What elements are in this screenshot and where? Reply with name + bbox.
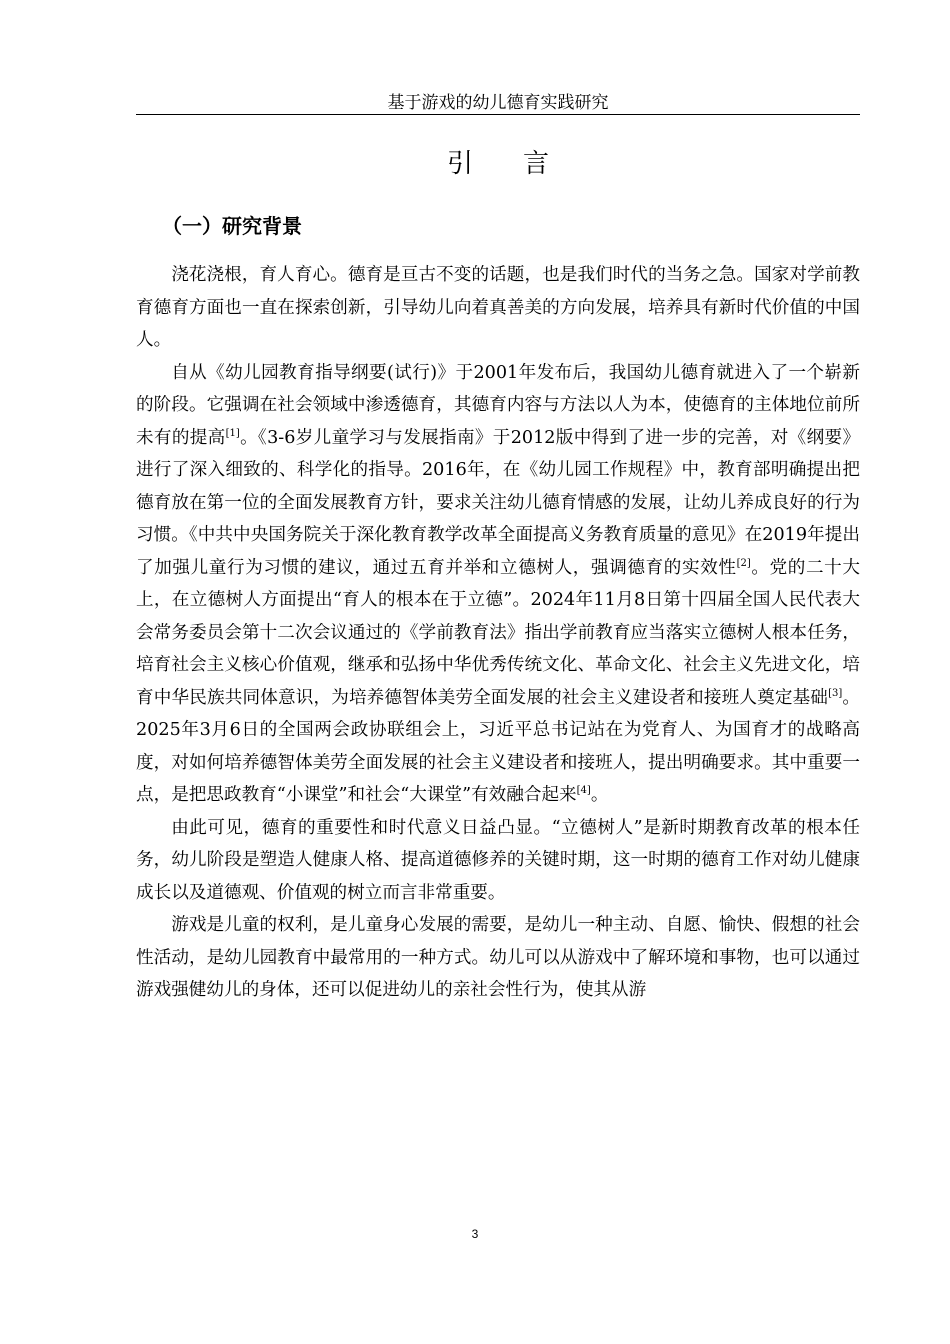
paragraph-text: 自从《幼儿园教育指导纲要(试行)》于2001年发布后，我国幼儿德育就进入了一个崭新的阶段。它强调在社会领域中渗透德育，其德育内容与方法以人为本，使德育的主体地位前所未有的提高 <box>136 362 860 448</box>
citation-marker: [1] <box>225 427 240 439</box>
paragraph-text: 由此可见，德育的重要性和时代意义日益凸显。“立德树人”是新时期教育改革的根本任务，幼儿阶段是塑造人健康人格、提高道德修养的关键时期，这一时期的德育工作对幼儿健康成长以及道德观、价值观的树立而言非常重要。 <box>136 817 860 903</box>
paragraph-text: 浇花浇根，育人育心。德育是亘古不变的话题，也是我们时代的当务之急。国家对学前教育德育方面也一直在探索创新，引导幼儿向着真善美的方向发展，培养具有新时代价值的中国人。 <box>136 265 860 350</box>
paragraph-text: 游戏是儿童的权利，是儿童身心发展的需要，是幼儿一种主动、自愿、愉快、假想的社会性活动，是幼儿园教育中最常用的一种方式。幼儿可以从游戏中了解环境和事物，也可以通过游戏强健幼儿的身体，还可以促进幼儿的亲社会性行为，使其从游 <box>136 915 860 1000</box>
paragraph-text: 。党的二十大上，在立德树人方面提出“育人的根本在于立德”。2024年11月8日第十四届全国人民代表大会常务委员会第十二次会议通过的《学前教育法》指出学前教育应当落实立德树人根本任务，培育社会主义核心价值观，继承和弘扬中华优秀传统文化、革命文化、社会主义先进文化，培育中华民族共同体意识，为培养德智体美劳全面发展的社会主义建设者和接班人奠定基础 <box>136 557 860 708</box>
page-number: 3 <box>471 1227 479 1241</box>
body-paragraph <box>136 259 860 357</box>
chapter-title: 引言 <box>446 149 599 179</box>
citation-marker: [4] <box>576 785 591 797</box>
body-paragraph <box>136 909 860 1007</box>
body-text <box>136 259 860 1007</box>
paragraph-text: 。《3-6岁儿童学习与发展指南》于2012版中得到了进一步的完善，对《纲要》进行了深入细致的、科学化的指导。2016年，在《幼儿园工作规程》中，教育部明确提出把德育放在第一位的全面发展教育方针，要求关注幼儿德育情感的发展，让幼儿养成良好的行为习惯。《中共中央国务院关于深化教育教学改革全面提高义务教育质量的意见》在2019年提出了加强儿童行为习惯的建议，通过五育并举和立德树人，强调德育的实效性 <box>136 427 860 578</box>
citation-marker: [2] <box>736 557 751 569</box>
paragraph-text: 。2025年3月6日的全国两会政协联组会上，习近平总书记站在为党育人、为国育才的战略高度，对如何培养德智体美劳全面发展的社会主义建设者和接班人，提出明确要求。其中重要一点，是把思政教育“小课堂”和社会“大课堂”有效融合起来 <box>136 687 860 805</box>
body-paragraph <box>136 357 860 812</box>
running-header: 基于游戏的幼儿德育实践研究 <box>387 93 609 113</box>
section-heading: （一）研究背景 <box>162 214 302 238</box>
citation-marker: [3] <box>828 687 843 699</box>
paragraph-text: 。 <box>590 785 609 805</box>
body-paragraph <box>136 812 860 910</box>
header-rule <box>136 114 860 115</box>
